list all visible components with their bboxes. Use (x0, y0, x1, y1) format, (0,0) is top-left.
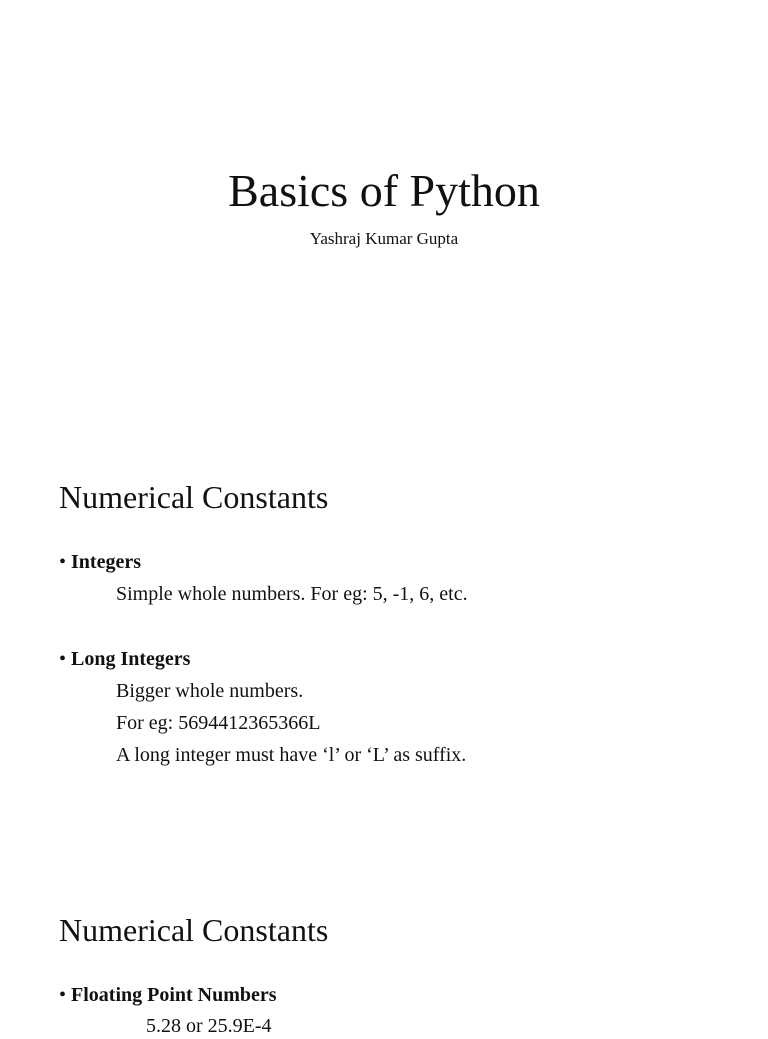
bullet-description: Simple whole numbers. For eg: 5, -1, 6, etc. (116, 583, 468, 605)
bullet-description: A long integer must have ‘l’ or ‘L’ as suffix. (116, 744, 467, 766)
bullet-label: Floating Point Numbers (71, 984, 277, 1006)
bullet-icon: • (59, 648, 67, 670)
bullet-description: For eg: 5694412365366L (116, 712, 321, 734)
bullet-item-integers (59, 549, 141, 575)
bullet-description: Bigger whole numbers. (116, 680, 304, 702)
section-heading-numerical-constants: Numerical Constants (59, 912, 329, 948)
bullet-item-floating-point-numbers (59, 982, 277, 1008)
section-heading-numerical-constants: Numerical Constants (59, 479, 329, 515)
bullet-icon: • (59, 984, 67, 1006)
bullet-item-long-integers (59, 646, 190, 672)
bullet-label: Long Integers (71, 648, 191, 670)
author-name: Yashraj Kumar Gupta (309, 229, 459, 248)
bullet-label: Integers (71, 551, 141, 573)
bullet-icon: • (59, 551, 67, 573)
document-title: Basics of Python (228, 165, 540, 216)
bullet-description: 5.28 or 25.9E-4 (146, 1015, 272, 1037)
